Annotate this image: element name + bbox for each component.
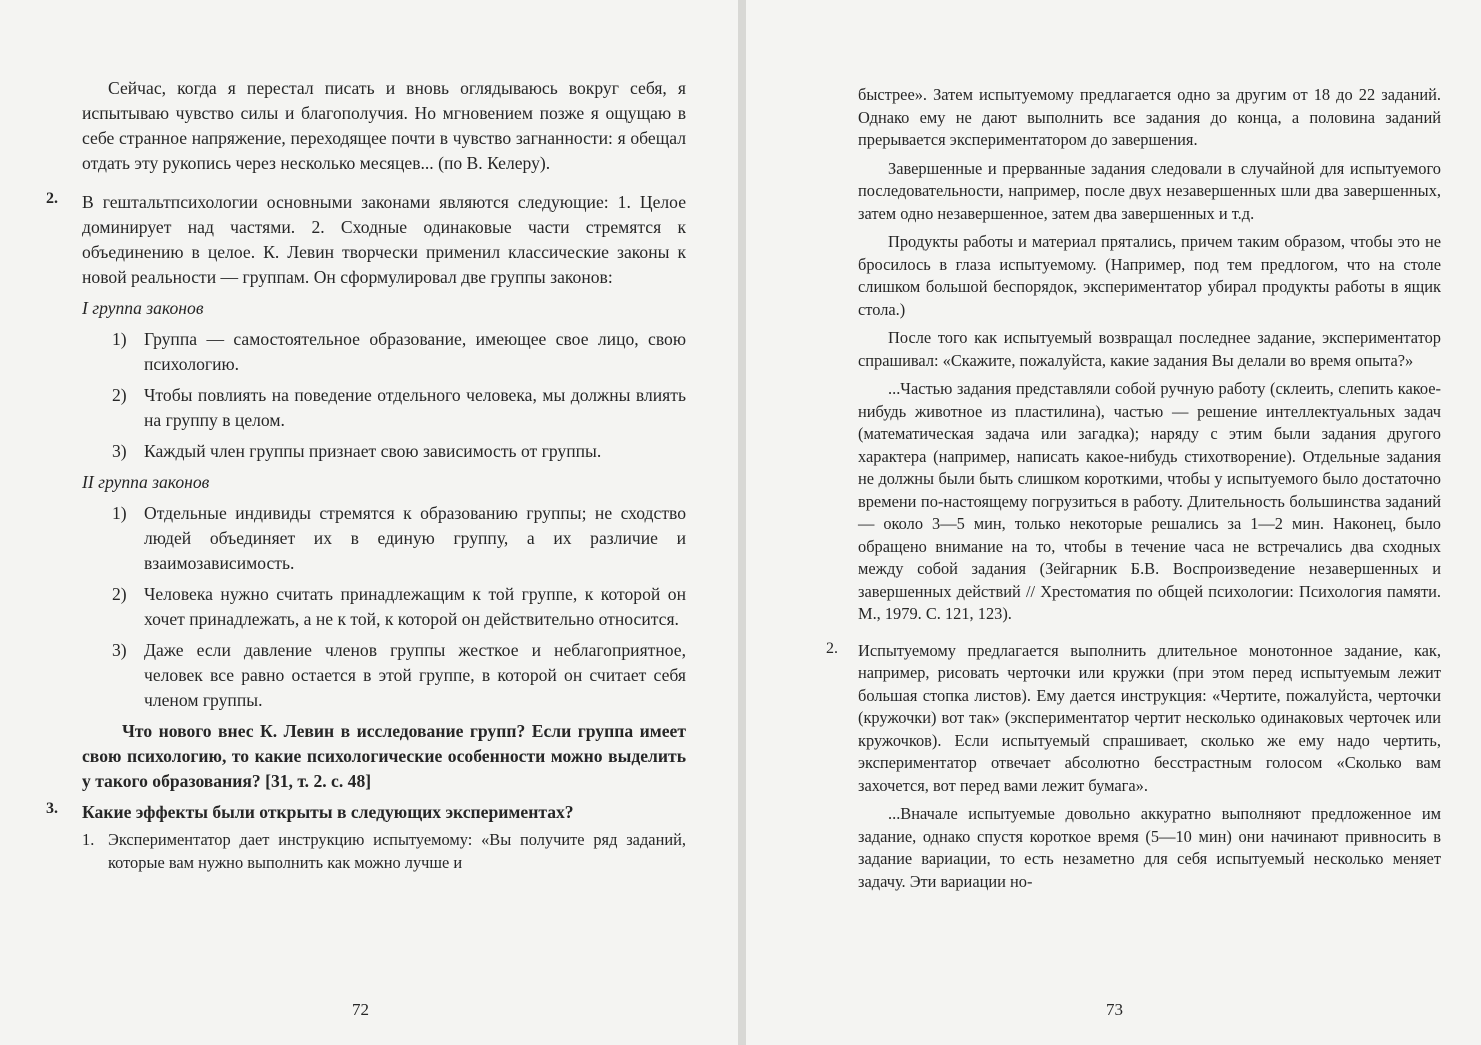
item-2 [46,190,686,290]
law-number: 3) [112,441,127,461]
law-number: 1) [112,503,127,523]
experiment-1-number: 1. [82,830,95,849]
intro-paragraph: Сейчас, когда я перестал писать и вновь оглядываюсь вокруг себя, я испытываю чувство силы и благополучия. Но мгновением позже я ощущаю в себе странное напряжение, переходящее почти в чувство загнанности: я обещал отдать эту рукопись через несколько месяцев... (по В. Келеру). [82,78,686,173]
experiment-2-text: Испытуемому предлагается выполнить длительное монотонное задание, как, например, рисовать черточки или кружки (при этом перед испытуемым лежит большая стопка листов). Ему дается инструкция: «Чертите, пожалуйста, черточки (кружочки) вот так» (экспериментатор чертит несколько одинаковых черточек или кружочков). Если испытуемый спрашивает, сколько же ему надо чертить, экспериментатор отвечает абсолютно бесстрастным голосом «Сколько вам захочется, вот перед вами лежит бумага». [858,640,1441,795]
law-number: 3) [112,640,127,660]
law-number: 2) [112,385,127,405]
item-3-text: Какие эффекты были открыты в следующих экспериментах? [82,802,574,822]
group-1-heading: I группа законов [82,298,204,318]
left-text-column [46,76,686,874]
page-number-left: 72 [352,1000,369,1019]
experiment-1 [46,829,686,874]
experiment-2-number: 2. [826,639,838,657]
experiment-2 [826,639,1441,798]
law-number: 2) [112,584,127,604]
paragraph-5: ...Частью задания представляли собой ручную работу (склеить, слепить какое-нибудь животное из пластилина), частью — решение интеллектуальных задач (математическая задача или загадка); наряду с этим были задания другого характера (например, написать какое-нибудь стихотворение). Отдельные задания не должны были быть слишком короткими, чтобы у испытуемого было достаточно времени по-настоящему погрузиться в работу. Длительность большинства заданий — около 3—5 мин, только некоторые решались за 1—2 мин. Наконец, было обращено внимание на то, чтобы в течение часа не встречались два сходных между собой задания (Зейгарник Б.В. Воспроизведение незавершенных и завершенных действий // Хрестоматия по общей психологии: Психология памяти. М., 1979. С. 121, 123). [858,379,1441,623]
group-2-law-1 [46,501,686,576]
item-3 [46,800,686,825]
right-page [746,0,1481,1045]
item-3-number: 3. [46,800,58,817]
page-number-right: 73 [1106,1000,1123,1019]
group-2-law-3 [46,638,686,713]
book-gutter [738,0,746,1045]
paragraph-6: ...Вначале испытуемые довольно аккуратно выполняют предложенное им задание, однако спустя короткое время (5—10 мин) они начинают привносить в задание вариации, то есть незаметно для себя испытуемый несколько меняет задачу. Эти вариации но- [858,804,1441,891]
group-2-heading: II группа законов [82,472,210,492]
paragraph-1: быстрее». Затем испытуемому предлагается одно за другим от 18 до 22 заданий. Однако ему не дают выполнить все задания до конца, а половина заданий прерывается экспериментатором до завершения. [858,85,1441,149]
item-2-number: 2. [46,190,58,207]
law-number: 1) [112,329,127,349]
group-1-law-1 [46,327,686,377]
group-1-law-2 [46,383,686,433]
paragraph-3: Продукты работы и материал прятались, причем таким образом, чтобы это не бросилось в глаза испытуемому. (Например, под тем предлогом, что на столе слишком большой беспорядок, экспериментатор убирал продукты работы в ящик стола.) [858,232,1441,319]
paragraph-4: После того как испытуемый возвращал последнее задание, экспериментатор спрашивал: «Скажите, пожалуйста, какие задания Вы делали во время опыта?» [858,328,1441,370]
law-text: Группа — самостоятельное образование, имеющее свое лицо, свою психологию. [144,329,686,374]
right-text-column [826,84,1441,893]
law-text: Человека нужно считать принадлежащим к той группе, к которой он хочет принадлежать, а не к той, к которой он действительно относится. [144,584,686,629]
experiment-1-text: Экспериментатор дает инструкцию испытуемому: «Вы получите ряд заданий, которые вам нужно выполнить как можно лучше и [108,830,686,872]
law-text: Отдельные индивиды стремятся к образованию группы; не сходство людей объединяет их в единую группу, а их различие и взаимозависимость. [144,503,686,573]
law-text: Чтобы повлиять на поведение отдельного человека, мы должны влиять на группу в целом. [144,385,686,430]
law-text: Каждый член группы признает свою зависимость от группы. [144,441,602,461]
group-1-law-3 [46,439,686,464]
item-2-text: В гештальтпсихологии основными законами являются следующие: 1. Целое доминирует над частями. 2. Сходные одинаковые части стремятся к объединению в целое. К. Левин творчески применил классические законы к новой реальности — группам. Он сформулировал две группы законов: [82,192,686,287]
paragraph-2: Завершенные и прерванные задания следовали в случайной для испытуемого последовательности, например, после двух незавершенных шли два завершенных, затем одно незавершенное, затем два завершенных и т.д. [858,158,1441,223]
question-paragraph: Что нового внес К. Левин в исследование групп? Если группа имеет свою психологию, то какие психологические особенности можно выделить у такого образования? [31, т. 2. с. 48] [82,721,686,791]
left-page [0,0,738,1045]
group-2-law-2 [46,582,686,632]
law-text: Даже если давление членов группы жесткое и неблагоприятное, человек все равно остается в этой группе, в которой он считает себя членом группы. [144,640,686,710]
